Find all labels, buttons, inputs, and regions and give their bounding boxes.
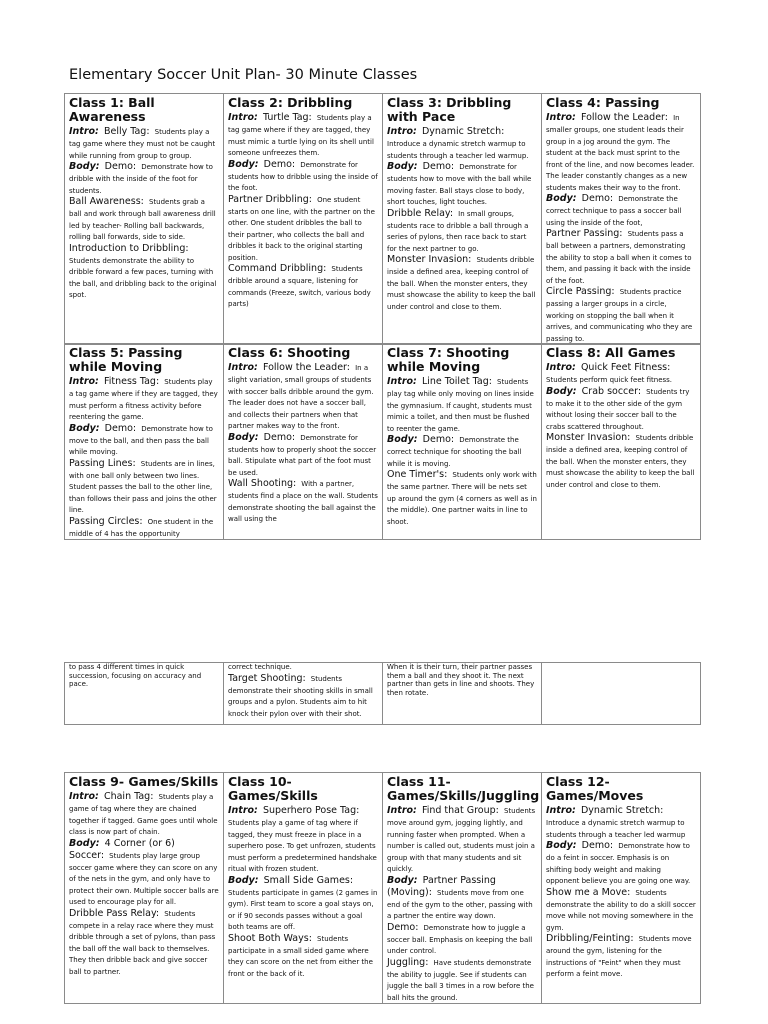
- phase-label: Intro:: [387, 126, 417, 137]
- activity-name: One Timer's:: [387, 469, 448, 480]
- activity-description: Students play tag while only moving on lines inside the gymnasium. If caught, students must mimic a toilet, and then must be flushed to reenter the game.: [387, 378, 534, 433]
- activity-section: [546, 431, 696, 489]
- activity-description: Students try to make it to the other side of the gym without losing their soccer ball to the crabs scattered throughout.: [546, 387, 690, 431]
- phase-label: Intro:: [69, 376, 99, 387]
- activity-description: Students pass a ball between a partners, demonstrating the ability to stop a ball when it comes to them, and passing it back with the inside of the foot.: [546, 230, 692, 285]
- activity-name: Monster Invasion:: [546, 432, 631, 443]
- activity-description: In smaller groups, one student leads their group in a jog around the gym. The student at the back must sprint to the front of the line, and now becomes leader. The leader constantly changes as a new students makes their way to the front.: [546, 114, 695, 192]
- activity-name: Wall Shooting:: [228, 478, 297, 489]
- phase-label: Intro:: [69, 126, 99, 137]
- activity-section: [69, 125, 219, 160]
- activity-section: [387, 433, 537, 468]
- activity-name: Demo:: [581, 840, 614, 851]
- phase-label: Intro:: [387, 805, 417, 816]
- activity-name: Chain Tag:: [103, 791, 154, 802]
- phase-label: Body:: [228, 158, 259, 170]
- activity-name: Circle Passing:: [546, 286, 615, 297]
- activity-name: Demo:: [387, 921, 419, 933]
- activity-description: Students compete in a relay race where they must dribble through a set of pylons, than pass the ball off the wall back to themselves. They then dribble back and give soccer ball to partner.: [69, 909, 216, 976]
- activity-name: Passing Lines:: [69, 457, 136, 469]
- class-heading: Class 1: Ball Awareness: [69, 95, 155, 124]
- activity-section: [546, 839, 696, 886]
- class-heading: Class 9- Games/Skills: [69, 774, 219, 789]
- activity-description: Have students demonstrate the ability to juggle. See if students can juggle the ball 3 times in a row before the ball hits the ground.: [387, 958, 534, 1002]
- activity-description: Demonstrate the correct technique to pass a soccer ball using the inside of the foot,: [546, 195, 682, 227]
- unit-plan-row-2: [64, 343, 701, 540]
- activity-name: Demo:: [422, 161, 455, 172]
- activity-name: Juggling:: [387, 956, 429, 968]
- activity-name: Demo:: [104, 422, 137, 434]
- phase-label: Body:: [546, 840, 577, 851]
- activity-name: Show me a Move:: [546, 886, 631, 898]
- activity-section: [387, 253, 537, 311]
- activity-description: Demonstrate for students how to dribble using the inside of the foot.: [228, 160, 378, 192]
- activity-name: Demo:: [581, 193, 614, 204]
- class-cell: [542, 773, 701, 1004]
- activity-name: Dribbling/Feinting:: [546, 933, 634, 944]
- activity-section: [546, 804, 696, 839]
- activity-description: One student starts on one line, with the partner on the other. One student dribbles the ball to their partner, who collects the ball and dribbles it back to the original starting position.: [228, 195, 375, 262]
- activity-name: Belly Tag:: [103, 126, 150, 137]
- activity-name: Dribble Relay:: [387, 207, 454, 219]
- activity-name: Quick Feet Fitness:: [580, 362, 671, 373]
- activity-section: [546, 361, 696, 385]
- activity-name: Partner Passing (Moving):: [387, 874, 496, 898]
- activity-description: Students demonstrate the ability to do a skill soccer move while not moving somewhere in the gym.: [546, 888, 696, 932]
- class-cell: [224, 94, 383, 345]
- class-heading: Class 6: Shooting: [228, 345, 351, 360]
- activity-name: Demo:: [104, 161, 137, 172]
- class-heading: Class 4: Passing: [546, 95, 660, 110]
- activity-description: Demonstrate how to dribble with the inside of the foot for students.: [69, 163, 213, 195]
- activity-section: [69, 195, 219, 242]
- class-cell: [65, 773, 224, 1004]
- activity-description: Students play a tag game where they must not be caught while running from group to group.: [69, 128, 216, 160]
- activity-section: [228, 262, 378, 309]
- activity-description: Students dribble inside a defined area, keeping control of the ball. When the monster enters, they must showcase the ability to keep the ball under control and close to them.: [387, 256, 536, 311]
- class-cell: [383, 663, 542, 725]
- activity-section: [387, 468, 537, 526]
- activity-name: Demo:: [422, 434, 455, 445]
- activity-section: [546, 886, 696, 933]
- activity-section: [387, 874, 537, 921]
- activity-name: Find that Group:: [421, 805, 499, 816]
- unit-plan-row-3: [64, 772, 701, 1004]
- activity-description: In a slight variation, small groups of students with soccer balls dribble around the gym. The leader does not have a soccer ball, and collects their partners when that partner makes way to the front.: [228, 364, 374, 430]
- class-cell: [542, 94, 701, 345]
- activity-section: [69, 849, 219, 907]
- phase-label: Intro:: [228, 362, 258, 373]
- activity-description: Students move around the gym, listening for the instructions of "Feint" when they must perform a feint move.: [546, 935, 692, 978]
- activity-description: Students demonstrate the ability to dribble forward a few paces, turning with the ball, and dribbling back to the original spot.: [69, 256, 217, 299]
- activity-description: In small groups, students race to dribble a ball through a series of pylons, then race back to start for the next partner to go.: [387, 209, 529, 253]
- activity-name: Dynamic Stretch:: [421, 126, 505, 137]
- activity-description: Students perform quick feet fitness.: [546, 376, 673, 384]
- activity-name: Dynamic Stretch:: [580, 805, 664, 816]
- activity-section: [228, 193, 378, 263]
- activity-section: [228, 111, 378, 158]
- activity-name: Partner Passing:: [546, 228, 623, 239]
- activity-name: Partner Dribbling:: [228, 193, 312, 205]
- activity-description: Students are in lines, with one ball only between two lines. Student passes the ball to the other line, than follows their pass and joins the other line.: [69, 459, 217, 514]
- activity-section: [387, 207, 537, 254]
- activity-description: Introduce a dynamic stretch warmup to students through a teacher led warmup: [546, 819, 686, 839]
- activity-name: Shoot Both Ways:: [228, 932, 312, 944]
- activity-name: Target Shooting:: [228, 672, 306, 684]
- phase-label: Body:: [69, 161, 100, 172]
- activity-section: [228, 477, 378, 524]
- activity-name: Small Side Games:: [263, 874, 354, 886]
- class-cell: [224, 344, 383, 540]
- activity-name: Soccer:: [69, 849, 105, 861]
- activity-description: Students dribble inside a defined area, keeping control of the ball. When the monster enters, they must showcase the ability to keep the ball under control and close to them.: [546, 434, 695, 489]
- phase-label: Body:: [387, 874, 418, 886]
- activity-section: [69, 457, 219, 515]
- phase-label: Body:: [228, 874, 259, 886]
- activity-description: Students play a game of tag where they are chained together if tagged. Game goes until whole class is now part of chain.: [69, 793, 218, 836]
- activity-name: Superhero Pose Tag:: [262, 805, 360, 816]
- activity-description: Students only work with the same partner. There will be nets set up around the gym (4 corners as well as in the middle). One partner waits in line to shoot.: [387, 471, 537, 526]
- activity-description: Demonstrate how to do a feint in soccer. Emphasis is on shifting body weight and making opponent believe you are going one way.: [546, 842, 691, 885]
- activity-section: [546, 192, 696, 227]
- activity-section: [546, 385, 696, 432]
- activity-section: [228, 804, 378, 874]
- activity-name: Command Dribbling:: [228, 263, 327, 274]
- activity-name: 4 Corner (or 6): [104, 837, 175, 849]
- activity-description: Students participate in games (2 games in gym). First team to score a goal stays on, or if 90 seconds passes without a goal both teams are off.: [228, 888, 378, 931]
- phase-label: Body:: [228, 431, 259, 443]
- activity-description: Demonstrate for students how to properly shoot the soccer ball. Stipulate what part of the foot must be used.: [228, 433, 377, 477]
- class-cell: [65, 94, 224, 345]
- activity-name: Follow the Leader:: [580, 112, 668, 123]
- phase-label: Body:: [387, 161, 418, 172]
- activity-description: Demonstrate how to move to the ball, and then pass the ball while moving.: [69, 424, 213, 456]
- activity-section: [387, 921, 537, 956]
- activity-description: Students play a game of tag where if tagged, they must freeze in place in a superhero pose. To get unfrozen, students must perform a predetermined handshake ritual with frozen student.: [228, 819, 377, 873]
- class-cell: [383, 94, 542, 345]
- class-heading: Class 8: All Games: [546, 345, 676, 360]
- activity-section: [387, 375, 537, 433]
- activity-name: Turtle Tag:: [262, 112, 312, 123]
- class-cell: [542, 663, 701, 725]
- activity-description: Students grab a ball and work through ball awareness drill led by teacher- Rolling ball backwards, rolling ball forwards, side to side.: [69, 198, 216, 241]
- activity-description: Students play a tag game where if they are tagged, they must mimic a turtle lying on its shell until someone unfreezes them.: [228, 114, 374, 157]
- activity-section: [69, 907, 219, 977]
- class-cell: [383, 773, 542, 1004]
- phase-label: Body:: [387, 434, 418, 445]
- activity-section: [228, 158, 378, 193]
- activity-section: [387, 160, 537, 207]
- activity-section: [69, 515, 219, 539]
- activity-section: [546, 932, 696, 979]
- activity-section: [546, 227, 696, 285]
- activity-description: One student in the middle of 4 has the opportunity: [69, 517, 214, 538]
- activity-description: With a partner, students find a place on the wall. Students demonstrate shooting the ball against the wall using the: [228, 480, 378, 523]
- activity-description: Demonstrate for students how to move with the ball while moving faster. Ball stays close to body, short touches, light touches.: [387, 163, 532, 206]
- phase-label: Body:: [69, 422, 100, 434]
- class-cell: [383, 344, 542, 540]
- activity-section: [69, 242, 219, 300]
- activity-description: Students move from one end of the gym to the other, passing with a partner the entire way down.: [387, 888, 533, 920]
- phase-label: Intro:: [228, 112, 258, 123]
- class-heading: Class 7: Shooting while Moving: [387, 345, 510, 374]
- document-title: Elementary Soccer Unit Plan- 30 Minute Classes: [69, 67, 418, 83]
- phase-label: Intro:: [546, 112, 576, 123]
- phase-label: Intro:: [546, 805, 576, 816]
- activity-section: [546, 111, 696, 192]
- phase-label: Intro:: [387, 376, 417, 387]
- activity-section: [69, 790, 219, 837]
- activity-section: [387, 804, 537, 874]
- continued-text: When it is their turn, their partner passes them a ball and they shoot it. The next partner than gets in line and shoots. They then rotate.: [387, 663, 535, 697]
- activity-section: [228, 672, 378, 719]
- phase-label: Intro:: [228, 805, 258, 816]
- class-cell: [65, 663, 224, 725]
- class-cell: [542, 344, 701, 540]
- activity-description: Students play large group soccer game where they can score on any of the nets in the gym, and only have to protect their own. Multiple soccer balls are used to encourage play for all.: [69, 851, 219, 906]
- activity-description: Students demonstrate their shooting skills in small groups and a pylon. Students aim to hit knock their pylon over with their shot.: [228, 674, 373, 718]
- activity-name: Demo:: [263, 431, 296, 443]
- phase-label: Body:: [546, 193, 577, 204]
- class-heading: Class 5: Passing while Moving: [69, 345, 183, 374]
- activity-name: Demo:: [263, 158, 296, 170]
- activity-description: Students dribble around a square, listening for commands (Freeze, switch, various body parts): [228, 265, 371, 308]
- activity-name: Dribble Pass Relay:: [69, 907, 160, 919]
- class-heading: Class 2: Dribbling: [228, 95, 353, 110]
- activity-name: Line Toilet Tag:: [421, 376, 492, 387]
- activity-section: [228, 874, 378, 932]
- activity-name: Fitness Tag:: [103, 376, 160, 387]
- activity-section: [546, 285, 696, 343]
- activity-name: Crab soccer:: [581, 385, 642, 397]
- activity-description: Students move around gym, jogging lightly, and running faster when prompted. When a number is called out, students must join a group with that many students and sit quickly.: [387, 807, 536, 873]
- class-cell: [65, 344, 224, 540]
- unit-plan-row-continuation: [64, 662, 701, 725]
- phase-label: Intro:: [69, 791, 99, 802]
- activity-description: Students play a tag game where if they are tagged, they must perform a fitness activity before reentering the game.: [69, 378, 218, 421]
- activity-description: Demonstrate the correct technique for shooting the ball while it is moving.: [387, 436, 522, 468]
- activity-name: Follow the Leader:: [262, 362, 350, 373]
- class-heading: Class 11- Games/Skills/Juggling: [387, 774, 540, 803]
- activity-name: Introduction to Dribbling:: [69, 242, 189, 254]
- class-heading: Class 12- Games/Moves: [546, 774, 644, 803]
- activity-section: [387, 956, 537, 1003]
- activity-section: [387, 125, 537, 160]
- activity-section: [228, 431, 378, 478]
- activity-section: [69, 375, 219, 422]
- class-cell: [224, 663, 383, 725]
- activity-section: [228, 361, 378, 431]
- class-cell: [224, 773, 383, 1004]
- activity-name: Passing Circles:: [69, 515, 143, 527]
- activity-description: Students participate in a small sided game where they can score on the net from either the front or the back of it.: [228, 934, 373, 978]
- unit-plan-row-1: [64, 93, 701, 345]
- continued-text: to pass 4 different times in quick succession, focusing on accuracy and pace.: [69, 663, 202, 688]
- activity-name: Ball Awareness:: [69, 196, 144, 207]
- activity-section: [69, 837, 219, 849]
- activity-section: [69, 422, 219, 457]
- class-heading: Class 10- Games/Skills: [228, 774, 318, 803]
- activity-description: Introduce a dynamic stretch warmup to students through a teacher led warmup.: [387, 140, 529, 160]
- continued-text: correct technique.: [228, 663, 292, 671]
- class-heading: Class 3: Dribbling with Pace: [387, 95, 512, 124]
- phase-label: Intro:: [546, 362, 576, 373]
- activity-section: [228, 932, 378, 979]
- phase-label: Body:: [69, 837, 100, 849]
- phase-label: Body:: [546, 385, 577, 397]
- activity-description: Students practice passing a larger groups in a circle, working on stopping the ball when it arrives, and communicating who they are passing to.: [546, 288, 693, 343]
- activity-name: Monster Invasion:: [387, 254, 472, 265]
- activity-description: Demonstrate how to juggle a soccer ball. Emphasis on keeping the ball under control.: [387, 923, 533, 955]
